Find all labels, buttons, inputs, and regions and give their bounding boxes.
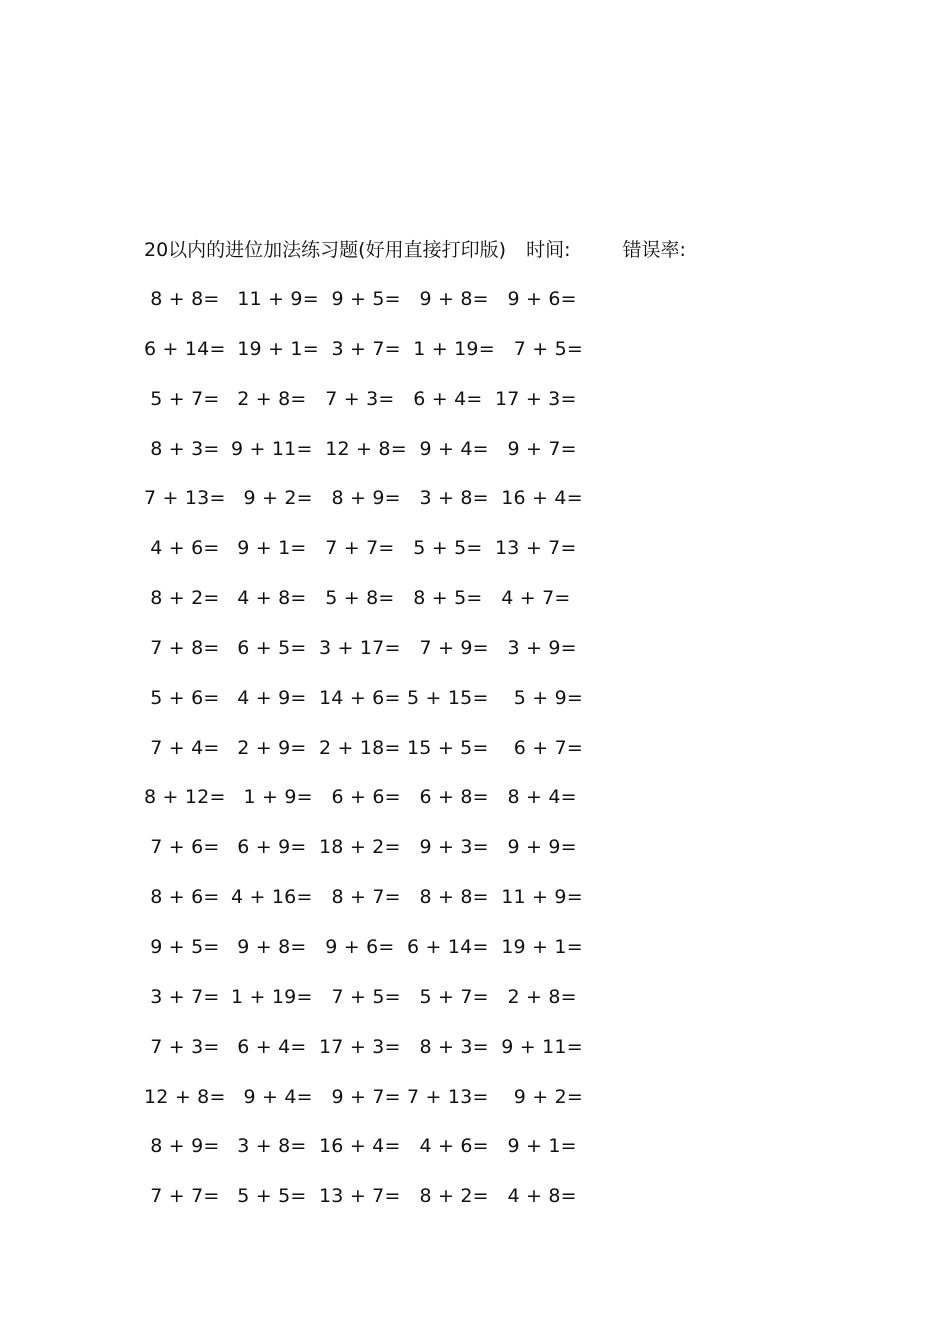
addition-problem: 13 + 7=	[495, 537, 577, 560]
problem-row	[0, 684, 950, 734]
problem-row	[0, 783, 950, 833]
addition-problem: 1 + 9=	[231, 786, 313, 809]
addition-problem: 7 + 4=	[144, 736, 220, 759]
addition-problem: 8 + 12=	[144, 786, 226, 809]
addition-problem: 8 + 3=	[407, 1035, 489, 1058]
addition-problem: 4 + 8=	[231, 587, 307, 610]
addition-problem: 14 + 6=	[319, 686, 401, 709]
addition-problem: 11 + 9=	[231, 288, 319, 310]
addition-problem: 5 + 5=	[407, 537, 483, 560]
addition-problem: 8 + 8=	[407, 886, 489, 909]
addition-problem: 13 + 7=	[319, 1185, 401, 1208]
addition-problem: 9 + 2=	[495, 1085, 584, 1108]
addition-problem: 6 + 7=	[495, 736, 584, 759]
addition-problem: 5 + 5=	[231, 1185, 307, 1208]
addition-problem: 3 + 8=	[407, 487, 489, 510]
addition-problem: 4 + 6=	[407, 1135, 489, 1158]
addition-problem: 9 + 4=	[407, 437, 489, 460]
addition-problem: 4 + 16=	[231, 886, 313, 909]
addition-problem: 9 + 8=	[407, 288, 489, 310]
addition-problem: 8 + 5=	[407, 587, 483, 610]
addition-problem: 8 + 9=	[144, 1135, 220, 1158]
addition-problem: 11 + 9=	[495, 886, 583, 909]
addition-problem: 7 + 13=	[144, 487, 226, 510]
error-rate-label: 错误率:	[622, 239, 686, 261]
addition-problem: 6 + 9=	[231, 836, 307, 859]
addition-problem: 9 + 1=	[231, 537, 307, 560]
addition-problem: 5 + 9=	[495, 686, 584, 709]
addition-problem: 2 + 18=	[319, 736, 401, 759]
problem-grid	[0, 285, 950, 1232]
addition-problem: 5 + 8=	[319, 587, 395, 610]
addition-problem: 5 + 7=	[407, 985, 489, 1008]
addition-problem: 7 + 8=	[144, 636, 220, 659]
addition-problem: 16 + 4=	[319, 1135, 401, 1158]
addition-problem: 3 + 17=	[319, 636, 401, 659]
addition-problem: 8 + 7=	[319, 886, 401, 909]
addition-problem: 8 + 9=	[319, 487, 401, 510]
problem-row	[0, 634, 950, 684]
addition-problem: 7 + 3=	[319, 387, 395, 410]
problem-row	[0, 435, 950, 485]
time-label: 时间:	[526, 239, 571, 261]
addition-problem: 9 + 9=	[495, 836, 577, 859]
addition-problem: 6 + 14=	[144, 337, 226, 360]
addition-problem: 6 + 4=	[407, 387, 483, 410]
addition-problem: 9 + 3=	[407, 836, 489, 859]
addition-problem: 6 + 5=	[231, 636, 307, 659]
addition-problem: 7 + 13=	[407, 1085, 489, 1108]
problem-row	[0, 983, 950, 1033]
addition-problem: 9 + 7=	[495, 437, 577, 460]
addition-problem: 7 + 5=	[495, 337, 584, 360]
addition-problem: 9 + 11=	[495, 1035, 583, 1058]
addition-problem: 9 + 2=	[231, 487, 313, 510]
addition-problem: 5 + 6=	[144, 686, 220, 709]
addition-problem: 9 + 6=	[495, 288, 577, 310]
addition-problem: 9 + 11=	[231, 437, 313, 460]
addition-problem: 8 + 6=	[144, 886, 220, 909]
problem-row	[0, 534, 950, 584]
addition-problem: 8 + 3=	[144, 437, 220, 460]
addition-problem: 3 + 7=	[144, 985, 220, 1008]
addition-problem: 9 + 4=	[231, 1085, 313, 1108]
addition-problem: 3 + 9=	[495, 636, 577, 659]
addition-problem: 7 + 6=	[144, 836, 220, 859]
problem-row	[0, 933, 950, 983]
addition-problem: 9 + 7=	[319, 1085, 401, 1108]
addition-problem: 9 + 1=	[495, 1135, 577, 1158]
addition-problem: 4 + 7=	[495, 587, 571, 610]
worksheet-title: 20以内的进位加法练习题(好用直接打印版)	[144, 239, 507, 261]
addition-problem: 9 + 5=	[144, 935, 220, 958]
problem-row	[0, 335, 950, 385]
worksheet-header	[144, 236, 686, 264]
problem-row	[0, 883, 950, 933]
addition-problem: 6 + 14=	[407, 935, 489, 958]
addition-problem: 4 + 6=	[144, 537, 220, 560]
addition-problem: 7 + 9=	[407, 636, 489, 659]
addition-problem: 5 + 7=	[144, 387, 220, 410]
addition-problem: 8 + 2=	[144, 587, 220, 610]
addition-problem: 18 + 2=	[319, 836, 401, 859]
addition-problem: 8 + 4=	[495, 786, 577, 809]
problem-row	[0, 1182, 950, 1232]
addition-problem: 4 + 9=	[231, 686, 307, 709]
addition-problem: 3 + 8=	[231, 1135, 307, 1158]
addition-problem: 7 + 3=	[144, 1035, 220, 1058]
addition-problem: 7 + 7=	[319, 537, 395, 560]
addition-problem: 3 + 7=	[319, 337, 401, 360]
addition-problem: 17 + 3=	[319, 1035, 401, 1058]
problem-row	[0, 584, 950, 634]
addition-problem: 19 + 1=	[231, 337, 319, 360]
problem-row	[0, 1132, 950, 1182]
problem-row	[0, 833, 950, 883]
problem-row	[0, 385, 950, 435]
problem-row	[0, 484, 950, 534]
addition-problem: 6 + 6=	[319, 786, 401, 809]
addition-problem: 16 + 4=	[495, 487, 583, 510]
addition-problem: 9 + 8=	[231, 935, 307, 958]
addition-problem: 1 + 19=	[231, 985, 313, 1008]
addition-problem: 2 + 8=	[495, 985, 577, 1008]
addition-problem: 12 + 8=	[144, 1085, 226, 1108]
addition-problem: 6 + 4=	[231, 1035, 307, 1058]
addition-problem: 1 + 19=	[407, 337, 495, 360]
problem-row	[0, 734, 950, 784]
problem-row	[0, 285, 950, 335]
addition-problem: 9 + 6=	[319, 935, 395, 958]
addition-problem: 9 + 5=	[319, 288, 401, 310]
addition-problem: 7 + 7=	[144, 1185, 220, 1208]
problem-row	[0, 1033, 950, 1083]
addition-problem: 2 + 9=	[231, 736, 307, 759]
addition-problem: 7 + 5=	[319, 985, 401, 1008]
problem-row	[0, 1083, 950, 1133]
addition-problem: 12 + 8=	[319, 437, 407, 460]
addition-problem: 8 + 8=	[144, 288, 220, 310]
addition-problem: 8 + 2=	[407, 1185, 489, 1208]
addition-problem: 4 + 8=	[495, 1185, 577, 1208]
addition-problem: 15 + 5=	[407, 736, 489, 759]
addition-problem: 19 + 1=	[495, 935, 583, 958]
addition-problem: 6 + 8=	[407, 786, 489, 809]
addition-problem: 2 + 8=	[231, 387, 307, 410]
addition-problem: 17 + 3=	[495, 387, 577, 410]
addition-problem: 5 + 15=	[407, 686, 489, 709]
